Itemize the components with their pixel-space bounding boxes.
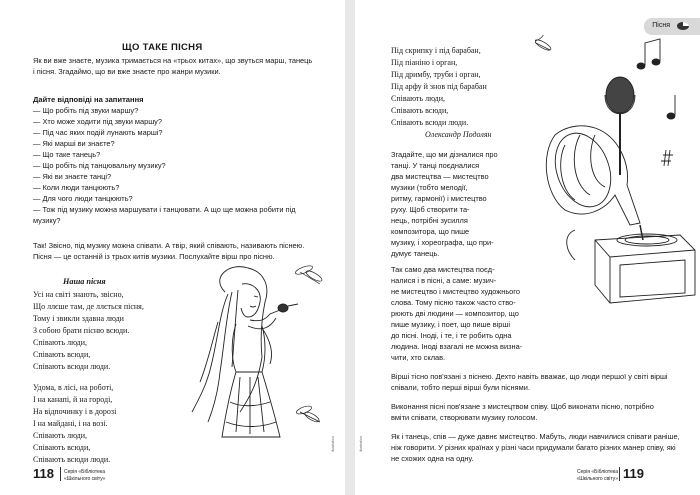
poem-line: Під арфу й знов під барабан: [391, 82, 487, 91]
singing-girl-illustration: [170, 262, 340, 462]
paragraph-line: пише музику, і поет, що пише вірші: [391, 320, 510, 329]
poem-line: Удома, в лісі, на роботі,: [33, 383, 114, 392]
series-line: «Шкільного світу»: [576, 476, 618, 482]
intro-line: Як ви вже знаєте, музика тримається на «трьох китах», що звуться марш, танець: [33, 56, 313, 65]
poem-line: Співають всюди,: [33, 443, 91, 452]
paragraph-line: ритму, гармонії) і мистецтво: [391, 194, 487, 203]
gramophone-illustration: [535, 35, 700, 350]
paragraph-line: музику, і хореографа, що при-: [391, 238, 494, 247]
paragraph-line: танці. У танці поєдналися: [391, 161, 480, 170]
paragraph-line: ніж говорити. У різних країнах у різні часи придумали багато різних манер співу, які: [391, 443, 676, 452]
paragraph-line: вміти співати, створювати музику голосом.: [391, 413, 538, 422]
section-tab-label: Пісня: [652, 22, 670, 29]
question-item: — Які ви знаєте танці?: [33, 172, 112, 181]
poem-line: І на канапі, й на городі,: [33, 395, 113, 404]
footer-divider: [619, 467, 620, 481]
poem-line: Співають люди,: [33, 338, 87, 347]
paragraph-line: думує танець.: [391, 249, 440, 258]
question-item: — Під час яких подій лунають марші?: [33, 128, 163, 137]
pie-chart-icon: [676, 21, 690, 31]
question-item: — Тож під музику можна маршувати і танцювати. А що ще можна робити під: [33, 205, 296, 214]
dragonfly-icon: [535, 35, 552, 52]
poem-line: Тому і звикли здавна люди: [33, 314, 124, 323]
dragonfly-icon: [295, 264, 324, 284]
poem-line: Усі на світі знають, звісно,: [33, 290, 124, 299]
series-line: Серія «Бібліотека: [577, 469, 618, 475]
series-line: «Шкільного світу»: [64, 476, 106, 482]
paragraph-line: налися і в пісні, а саме: музич-: [391, 276, 497, 285]
question-item: — Що таке танець?: [33, 150, 101, 159]
paragraph-line: композитора, що пише: [391, 227, 470, 236]
paragraph-line: два мистецтва — мистецтво: [391, 172, 489, 181]
question-item: музику?: [33, 216, 61, 225]
paragraph-line: не схожих одна на одну.: [391, 454, 474, 463]
paragraph-line: Як і танець, спів — дуже давнє мистецтво. Мабуть, люди навчилися співати раніше,: [391, 432, 680, 441]
sharp-sign-icon: [661, 150, 673, 166]
paragraph-line: слова. Тому пісню також часто ство-: [391, 298, 516, 307]
paragraph-line: музики (тобто мелодії,: [391, 183, 468, 192]
footer-divider: [60, 467, 61, 481]
paragraph-line: чити, хто склав.: [391, 353, 446, 362]
poem-line: Що ллєше там, де ллється пісня,: [33, 302, 144, 311]
paragraph-line: людина. Іноді взагалі не можна визна-: [391, 342, 523, 351]
page-title: ЩО ТАКЕ ПІСНЯ: [122, 42, 203, 53]
paragraph-line: до пісні. Іноді, і те, і те робить одна: [391, 331, 512, 340]
poem-line: Співають люди,: [33, 431, 87, 440]
illustration-credit: illustration: [331, 436, 335, 452]
question-item: — Що робіть під звуки маршу?: [33, 106, 139, 115]
paragraph-line: не мистецтво і мистецтво художнього: [391, 287, 520, 296]
question-item: — Які марші ви знаєте?: [33, 139, 115, 148]
paragraph-line: рюють дві людини — композитор, що: [391, 309, 519, 318]
book-gutter: [345, 0, 355, 495]
question-item: — Що робіть під танцювальну музику?: [33, 161, 166, 170]
poem-author: Олександр Подолян: [425, 130, 492, 139]
page-number: 118: [33, 466, 54, 481]
question-item: — Коли люди танцюють?: [33, 183, 120, 192]
poem-line: І на майдані, і на возі.: [33, 419, 108, 428]
poem-line: Співають всюди люди.: [391, 118, 469, 127]
left-page: [0, 0, 345, 495]
poem-line: На відпочинку і в дорозі: [33, 407, 117, 416]
answer-line: Так! Звісно, під музику можна співати. А твір, який співають, називають піснею.: [33, 241, 305, 250]
question-item: — Хто може ходити під звуки маршу?: [33, 117, 162, 126]
paragraph-line: Згадайте, що ми дізналися про: [391, 150, 498, 159]
poem-line: Співають всюди люди.: [33, 362, 111, 371]
page-number: 119: [623, 466, 644, 481]
poem-line: Під піаніно і орган,: [391, 58, 458, 67]
paragraph-line: руху. Щоб створити та-: [391, 205, 470, 214]
paragraph-line: Вірші тісно пов'язані з піснею. Дехто навіть вважає, що люди першої у світі вірші: [391, 372, 668, 381]
dragonfly-icon: [295, 404, 320, 423]
poem-line: З собою брати пісню всюди.: [33, 326, 130, 335]
right-page: [355, 0, 700, 495]
answer-line: Пісня — це останній із трьох китів музики. Послухайте вірш про пісню.: [33, 252, 275, 261]
paragraph-line: Виконання пісні пов'язане з мистецтвом співу. Щоб виконати пісню, потрібно: [391, 402, 654, 411]
poem-line: Співають всюди,: [33, 350, 91, 359]
poem-line: Співають люди,: [391, 94, 445, 103]
paragraph-line: нець, потрібні зусилля: [391, 216, 468, 225]
poem-title: Наша пісня: [63, 277, 106, 286]
illustration-credit: illustration: [359, 436, 363, 452]
poem-line: Співають всюди,: [391, 106, 449, 115]
poem-line: Під дримбу, труби і орган,: [391, 70, 481, 79]
paragraph-line: Так само два мистецтва поєд-: [391, 265, 495, 274]
series-line: Серія «Бібліотека: [64, 469, 105, 475]
poem-line: Співають всюди люди.: [33, 455, 111, 464]
intro-line: і пісня. Згадаймо, що ви вже знаєте про жанри музики.: [33, 67, 221, 76]
paragraph-line: співали, тобто перші вірші були піснями.: [391, 383, 530, 392]
questions-title: Дайте відповіді на запитання: [33, 95, 144, 104]
poem-line: Під скрипку і під барабан,: [391, 46, 481, 55]
question-item: — Для чого люди танцюють?: [33, 194, 133, 203]
